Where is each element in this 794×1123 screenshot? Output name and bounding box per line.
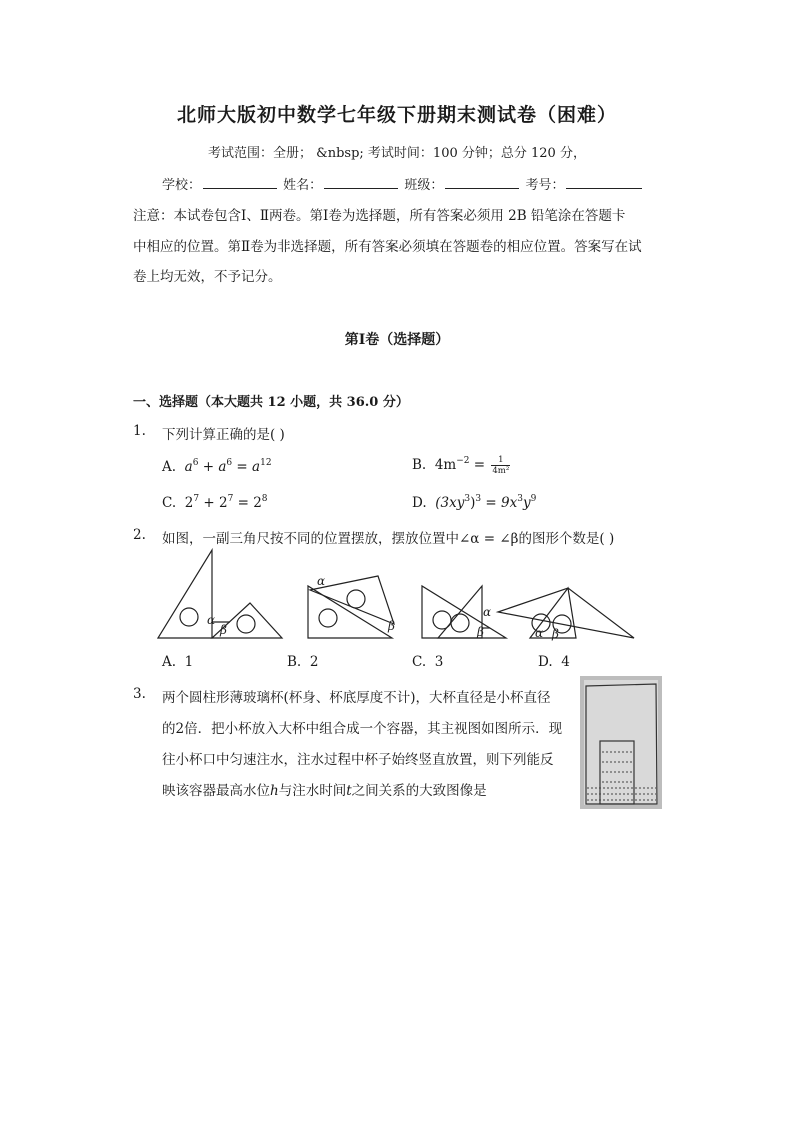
section-title: 第Ⅰ卷（选择题）	[344, 332, 450, 348]
q2-stem: 如图，一副三角尺按不同的位置摆放，摆放位置中∠α = ∠β的图形个数是( )	[162, 531, 615, 547]
q3-number: 3.	[133, 686, 146, 702]
beta-label: β	[477, 625, 484, 639]
q2-option-d[interactable]: D. 4	[538, 654, 570, 670]
q1-stem: 下列计算正确的是( )	[162, 427, 285, 443]
exam-info: 考试范围：全册； &nbsp; 考试时间：100 分钟；总分 120 分，	[208, 146, 586, 161]
number-blank	[566, 176, 642, 189]
q2-option-a[interactable]: A. 1	[162, 654, 194, 670]
option-label: D.	[412, 495, 427, 511]
class-label: 班级：	[404, 178, 444, 193]
beta-label: β	[220, 623, 227, 637]
q3-line: 两个圆柱形薄玻璃杯(杯身、杯底厚度不计)，大杯直径是小杯直径	[162, 690, 551, 706]
q3-line: 的2倍．把小杯放入大杯中组合成一个容器，其主视图如图所示．现	[162, 721, 563, 737]
notice-line: 中相应的位置。第Ⅱ卷为非选择题，所有答案必须填在答题卷的相应位置。答案写在试	[133, 239, 642, 255]
q2-option-c[interactable]: C. 3	[412, 654, 444, 670]
part-title: 一、选择题（本大题共 12 小题，共 36.0 分）	[133, 395, 409, 410]
page-title: 北师大版初中数学七年级下册期末测试卷（困难）	[176, 104, 617, 126]
name-blank	[324, 176, 398, 189]
name-label: 姓名：	[283, 178, 323, 193]
alpha-label: α	[317, 574, 326, 588]
notice-line: 注意：本试卷包含Ⅰ、Ⅱ两卷。第Ⅰ卷为选择题，所有答案必须用 2B 铅笔涂在答题卡	[133, 208, 626, 224]
school-label: 学校：	[162, 178, 202, 193]
q3-line: 映该容器最高水位h与注水时间t之间关系的大致图像是	[162, 783, 487, 799]
beta-label: β	[388, 619, 395, 633]
alpha-label: α	[483, 605, 492, 619]
class-blank	[445, 176, 519, 189]
option-label: A.	[162, 459, 177, 475]
fraction: $\frac{1}{\text{4m²}}$	[492, 455, 510, 476]
number-label: 考号：	[525, 178, 565, 193]
q1-option-c[interactable]: C. $2^7 + 2^7 = 2^8$	[162, 494, 268, 511]
q1-number: 1.	[133, 423, 146, 439]
alpha-label: α	[207, 613, 216, 627]
alpha-label: α	[535, 626, 544, 640]
option-label: C.	[162, 495, 177, 511]
triangle-figure-d	[498, 588, 634, 638]
beta-label: β	[552, 627, 559, 641]
option-label: B.	[412, 457, 427, 473]
notice-line: 卷上均无效，不予记分。	[133, 269, 282, 285]
q1-option-d[interactable]: D. $(3xy^3)^3 = 9x^3y^9$	[412, 494, 537, 511]
school-blank	[203, 176, 277, 189]
triangle-figure-c	[422, 586, 506, 638]
q1-option-b[interactable]: B. $4m^{-2}$ = $\frac{1}{\text{4m²}}$	[412, 455, 510, 476]
q1-option-a[interactable]: A. $a^6 + a^6 = a^{12}$	[162, 458, 272, 475]
q3-line: 往小杯口中匀速注水，注水过程中杯子始终竖直放置，则下列能反	[162, 752, 554, 768]
q2-figures	[150, 548, 640, 644]
cup-front-view-photo	[580, 676, 662, 809]
q2-number: 2.	[133, 527, 146, 543]
q2-option-b[interactable]: B. 2	[287, 654, 319, 670]
student-fields	[162, 174, 644, 193]
